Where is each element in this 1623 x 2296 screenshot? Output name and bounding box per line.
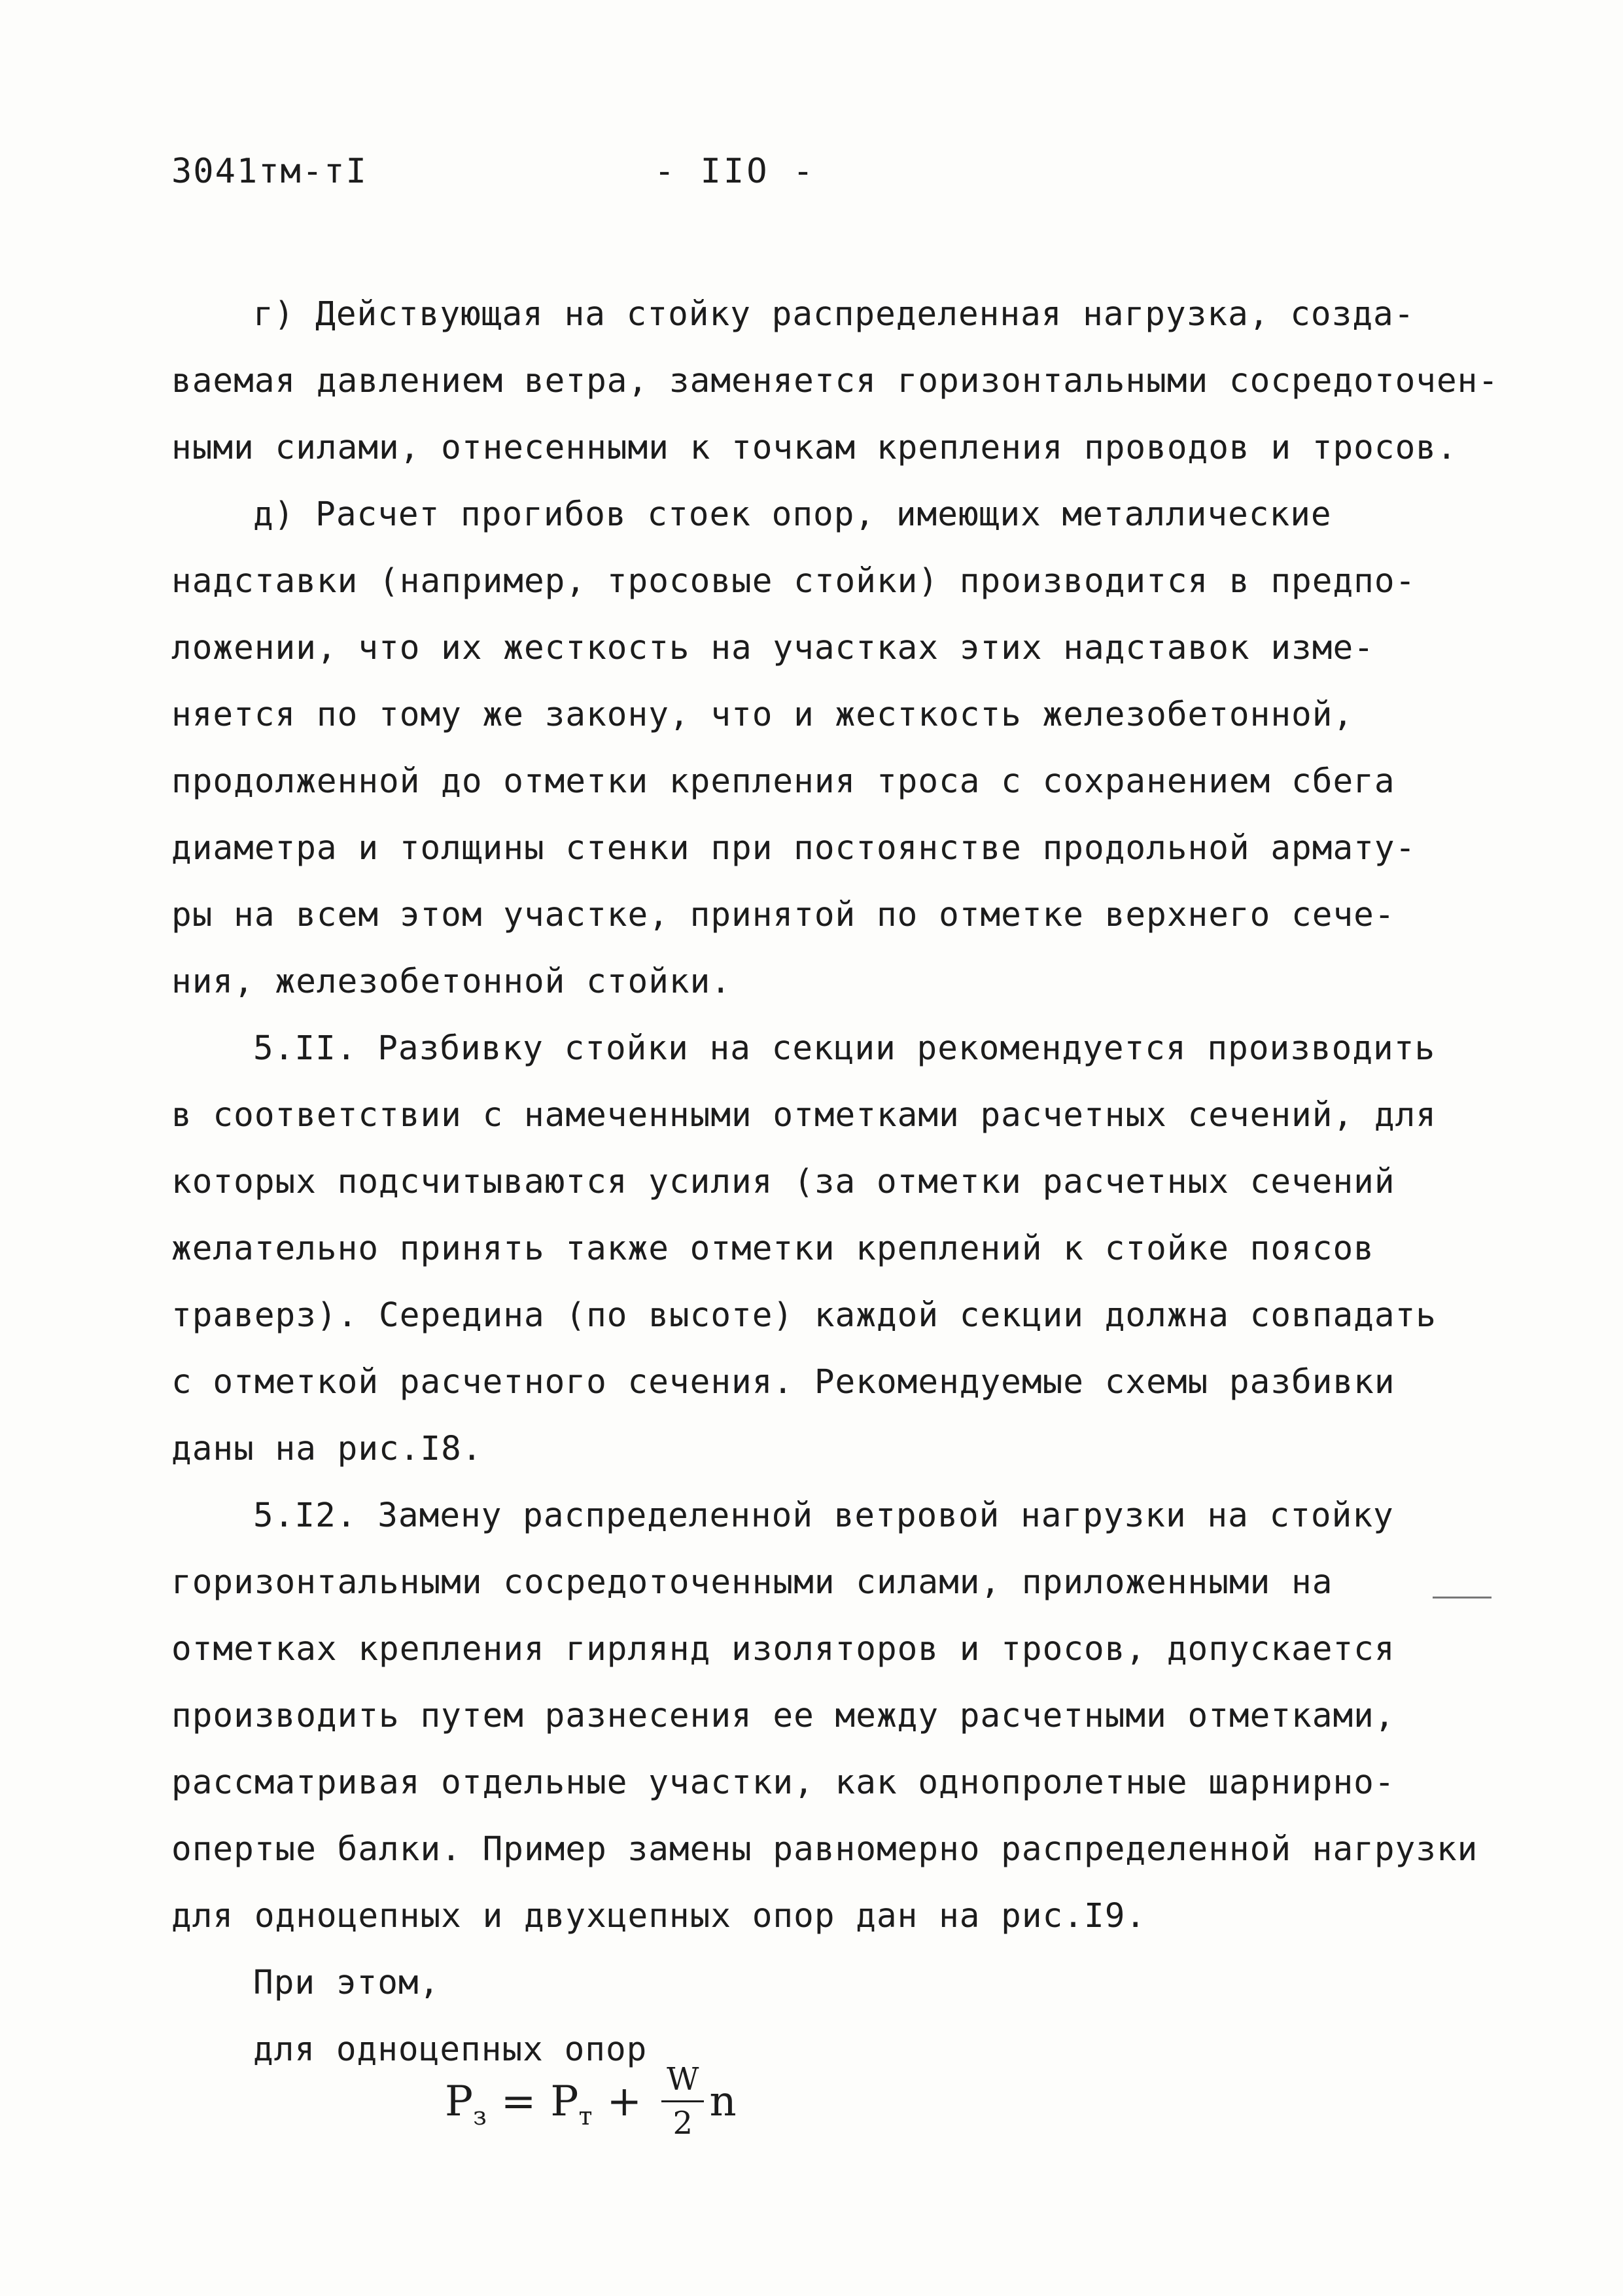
text-line: траверз). Середина (по высоте) каждой секции должна совпадать xyxy=(171,1296,1437,1335)
text-line: отметках крепления гирлянд изоляторов и тросов, допускается xyxy=(171,1630,1395,1669)
text-line: которых подсчитываются усилия (за отметки расчетных сечений xyxy=(171,1163,1395,1201)
formula-equals: = xyxy=(500,2077,536,2126)
text-line: производить путем разнесения ее между расчетными отметками, xyxy=(171,1697,1395,1735)
formula-term1-symbol: P xyxy=(550,2077,579,2126)
text-line: 5.I2. Замену распределенной ветровой нагрузки на стойку xyxy=(253,1496,1394,1535)
formula-lhs-subscript: з xyxy=(473,2101,487,2130)
text-line: г) Действующая на стойку распределенная нагрузка, созда- xyxy=(253,295,1415,334)
page-number: - IIO - xyxy=(654,152,816,191)
document-code: 3041тм-тI xyxy=(171,152,368,191)
text-line: рассматривая отдельные участки, как однопролетные шарнирно- xyxy=(171,1763,1395,1802)
text-line: желательно принять также отметки креплений к стойке поясов xyxy=(171,1229,1374,1268)
text-line: с отметкой расчетного сечения. Рекомендуемые схемы разбивки xyxy=(171,1363,1395,1402)
text-line: даны на рис.I8. xyxy=(171,1430,483,1468)
text-line: 5.II. Разбивку стойки на секции рекомендуется производить xyxy=(253,1029,1436,1068)
formula-fraction xyxy=(661,2061,704,2142)
text-line: ры на всем этом участке, принятой по отметке верхнего сече- xyxy=(171,896,1395,934)
formula-plus: + xyxy=(606,2077,642,2126)
text-line: диаметра и толщины стенки при постоянстве продольной армату- xyxy=(171,829,1416,868)
text-line: продолженной до отметки крепления троса с сохранением сбега xyxy=(171,762,1395,801)
text-line: ния, железобетонной стойки. xyxy=(171,963,732,1001)
text-line: для одноцепных опор xyxy=(253,2030,648,2069)
text-line: для одноцепных и двухцепных опор дан на рис.I9. xyxy=(171,1897,1147,1935)
fraction-bar xyxy=(661,2100,704,2102)
margin-stroke xyxy=(1433,1597,1492,1598)
fraction-numerator: W xyxy=(667,2061,699,2098)
formula-term1-subscript: т xyxy=(578,2101,593,2130)
text-line: надставки (например, тросовые стойки) производится в предпо- xyxy=(171,562,1416,601)
text-line: опертые балки. Пример замены равномерно распределенной нагрузки xyxy=(171,1830,1478,1869)
text-line: д) Расчет прогибов стоек опор, имеющих металлические xyxy=(253,495,1332,534)
formula xyxy=(445,2061,737,2142)
text-line: ложении, что их жесткость на участках этих надставок изме- xyxy=(171,629,1374,667)
text-line: в соответствии с намеченными отметками расчетных сечений, для xyxy=(171,1096,1437,1135)
text-line: няется по тому же закону, что и жесткость железобетонной, xyxy=(171,696,1354,734)
fraction-denominator: 2 xyxy=(672,2105,693,2142)
text-line: ваемая давлением ветра, заменяется горизонтальными сосредоточен- xyxy=(171,362,1499,400)
formula-lhs-symbol: P xyxy=(445,2077,474,2126)
formula-factor: n xyxy=(709,2077,737,2126)
body-text xyxy=(171,281,1499,2083)
text-line: горизонтальными сосредоточенными силами, приложенными на xyxy=(171,1563,1333,1602)
text-line: ными силами, отнесенными к точкам крепления проводов и тросов. xyxy=(171,429,1457,467)
text-line: При этом, xyxy=(253,1964,440,2002)
